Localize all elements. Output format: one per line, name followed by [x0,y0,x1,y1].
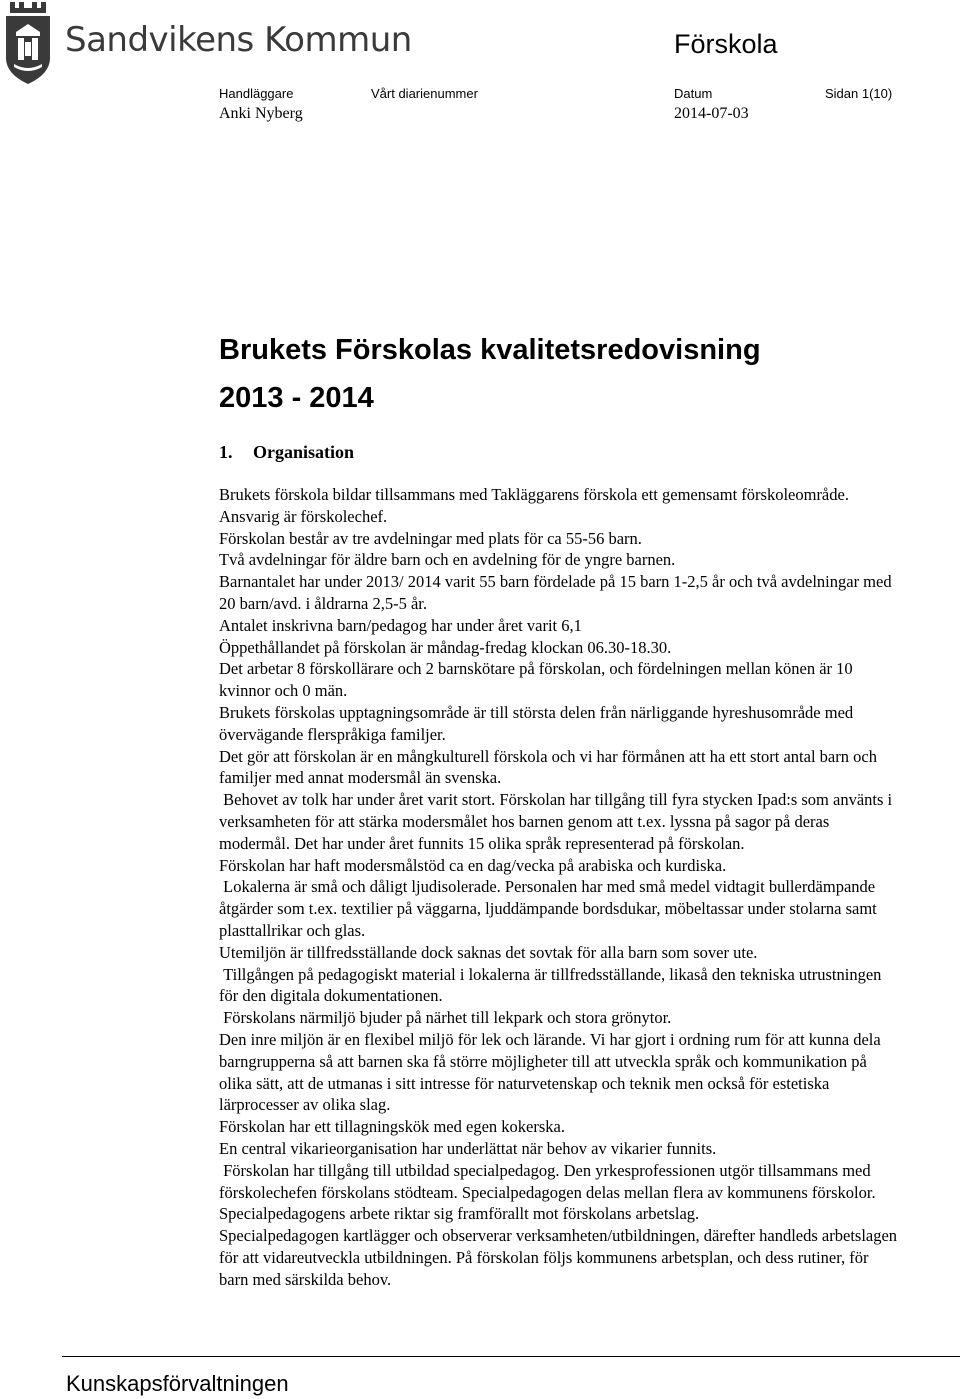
paragraph: Barnantalet har under 2013/ 2014 varit 55 barn fördelade på 15 barn 1-2,5 år och två avdelningar med 20 barn/avd. i åldrarna 2,5-5 år. [219,572,896,613]
paragraph: Antalet inskrivna barn/pedagog har under året varit 6,1 [219,615,582,635]
paragraph: Förskolan har ett tillagningskök med egen kokerska. [219,1117,565,1137]
paragraph: Ansvarig är förskolechef. [219,506,388,526]
footer-department: Kunskapsförvaltningen [66,1371,289,1396]
paragraph: Förskolan har haft modersmålstöd ca en dag/vecka på arabiska och kurdiska. [219,855,727,875]
paragraph: Förskolans närmiljö bjuder på närhet till lekpark och stora grönytor. [219,1008,672,1028]
date-value: 2014-07-03 [674,105,749,122]
municipality-logo [6,2,50,84]
paragraph: Två avdelningar för äldre barn och en avdelning för de yngre barnen. [219,550,676,570]
reference-label: Vårt diarienummer [371,86,478,101]
paragraph: Öppethållandet på förskolan är måndag-fredag klockan 06.30-18.30. [219,637,672,657]
section-heading [219,440,354,464]
section-title: Organisation [253,442,355,462]
footer-divider [62,1356,960,1357]
body-text [219,484,902,1290]
paragraph: Brukets förskola bildar tillsammans med Takläggarens förskola ett gemensamt förskoleområde. [219,485,849,504]
paragraph: Lokalerna är små och dåligt ljudisolerade. Personalen har med små medel vidtagit bullerdämpande åtgärder som t.ex. textilier på väggarna, ljuddämpande bordsdukar, möbeltassar under stolarna samt plasttallrikar och glas. [219,877,881,940]
date-label: Datum [674,86,713,101]
organization-name: Sandvikens Kommun [65,20,412,60]
document-title: Brukets Förskolas kvalitetsredovisning [219,334,761,366]
document-type: Förskola [674,29,778,59]
handler-value: Anki Nyberg [219,105,303,122]
paragraph: En central vikarieorganisation har underlättat när behov av vikarier funnits. [219,1138,717,1158]
document-subtitle: 2013 - 2014 [219,382,374,414]
paragraph: Förskolan består av tre avdelningar med plats för ca 55-56 barn. [219,528,642,548]
paragraph: Den inre miljön är en flexibel miljö för lek och lärande. Vi har gjort i ordning rum för att kunna dela barngrupperna så att barnen ska få större möjligheter till att utveckla språk och kommunikation på olika sätt, att de utmanas i sitt intresse för naturvetenskap och teknik men också för estetiska lärprocesser av olika slag. [219,1029,885,1115]
paragraph: Specialpedagogen kartlägger och observerar verksamheten/utbildningen, därefter handleds arbetslagen för att vidareutveckla utbildningen. På förskolan följs kommunens arbetsplan, och dess rutiner, för barn med särskilda behov. [219,1226,902,1289]
handler-label: Handläggare [219,86,294,101]
paragraph: Behovet av tolk har under året varit stort. Förskolan har tillgång till fyra stycken Ipad:s som använts i verksamheten för att stärka modersmålet hos barnen genom att t.ex. lyssna på sagor på deras modermål. Det har under året funnits 15 olika språk representerad på förskolan. [219,790,897,853]
paragraph: Specialpedagogens arbete riktar sig framförallt mot förskolans arbetslag. [219,1204,700,1224]
paragraph: Tillgången på pedagogiskt material i lokalerna är tillfredsställande, likaså den tekniska utrustningen för den digitala dokumentationen. [219,964,886,1006]
section-number: 1. [219,442,233,462]
paragraph: Det gör att förskolan är en mångkulturell förskola och vi har förmånen att ha ett stort antal barn och familjer med annat modersmål än svenska. [219,746,882,788]
page-number: Sidan 1(10) [825,86,893,101]
paragraph: Det arbetar 8 förskollärare och 2 barnskötare på förskolan, och fördelningen mellan könen är 10 kvinnor och 0 män. [219,659,857,701]
paragraph: Förskolan har tillgång till utbildad specialpedagog. Den yrkesprofessionen utgör tillsammans med förskolechefen förskolans stödteam. Specialpedagogen delas mellan flera av kommunens förskolor. [219,1160,876,1202]
paragraph: Brukets förskolas upptagningsområde är till största delen från närliggande hyreshusområde med övervägande flerspråkiga familjer. [219,702,858,744]
paragraph: Utemiljön är tillfredsställande dock saknas det sovtak för alla barn som sover ute. [219,942,758,962]
